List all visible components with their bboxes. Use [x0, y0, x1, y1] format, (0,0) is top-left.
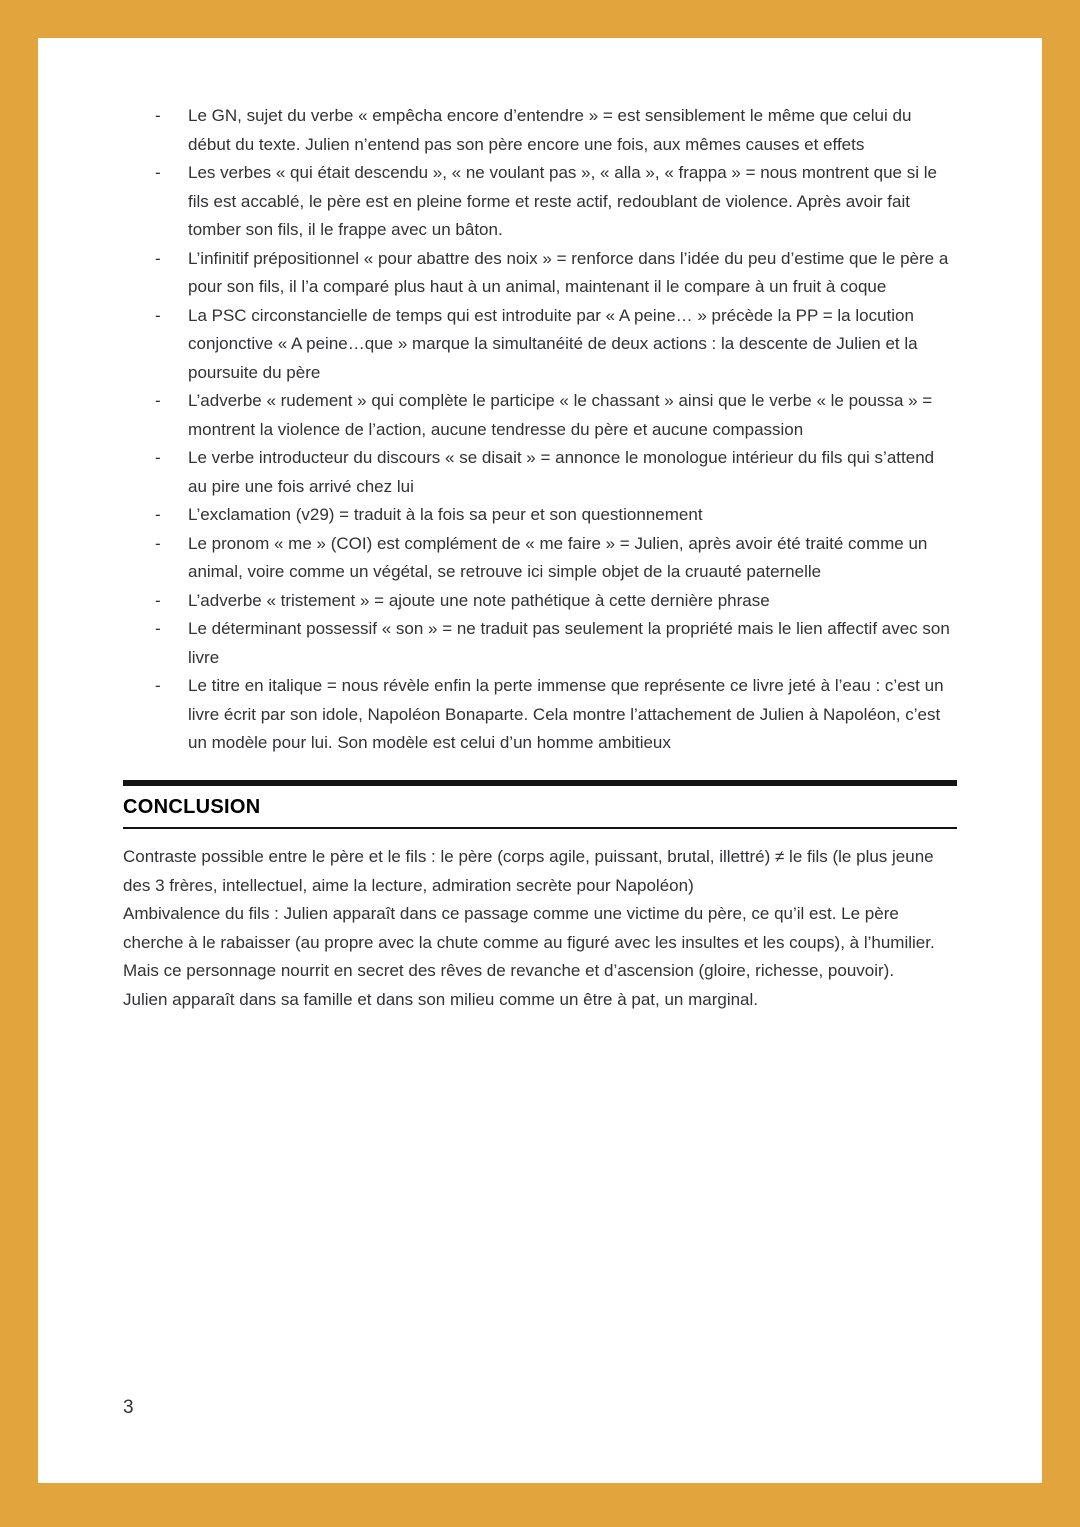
- list-item-text: Le GN, sujet du verbe « empêcha encore d’entendre » = est sensiblement le même que celui du début du texte. Julien n’entend pas son père encore une fois, aux mêmes causes et effets: [188, 106, 912, 154]
- list-item: [123, 672, 957, 758]
- dash-marker: -: [155, 163, 161, 182]
- list-item-text: L’adverbe « tristement » = ajoute une note pathétique à cette dernière phrase: [188, 590, 770, 610]
- list-item-text: L’infinitif prépositionnel « pour abattre des noix » = renforce dans l’idée du peu d’estime que le père a pour son fils, il l’a comparé plus haut à un animal, maintenant il le compare à un fruit à coque: [188, 248, 949, 296]
- conclusion-heading-rule: [123, 780, 957, 830]
- analysis-bullet-list: [123, 102, 957, 758]
- dash-marker: -: [155, 533, 161, 553]
- page-number: 3: [123, 1397, 134, 1418]
- dash-marker: -: [155, 505, 161, 524]
- dash-marker: -: [155, 248, 161, 268]
- dash-marker: -: [155, 305, 161, 325]
- conclusion-paragraph: Ambivalence du fils : Julien apparaît dans ce passage comme une victime du père, ce qu’il est. Le père cherche à le rabaisser (au propre avec la chute comme au figuré avec les insultes et les coups), à l’humilier. Mais ce personnage nourrit en secret des rêves de revanche et d’ascension (gloire, richesse, pouvoir).: [123, 904, 935, 980]
- dash-marker: -: [155, 391, 161, 410]
- list-item: [123, 444, 957, 501]
- list-item-text: La PSC circonstancielle de temps qui est introduite par « A peine… » précède la PP = la locution conjonctive « A peine…que » marque la simultanéité de deux actions : la descente de Julien et la poursuite du père: [188, 305, 918, 382]
- list-item-text: Le titre en italique = nous révèle enfin la perte immense que représente ce livre jeté à l’eau : c’est un livre écrit par son idole, Napoléon Bonaparte. Cela montre l’attachement de Julien à Napoléon, c’est un modèle pour lui. Son modèle est celui d’un homme ambitieux: [188, 676, 944, 752]
- list-item-text: Les verbes « qui était descendu », « ne voulant pas », « alla », « frappa » = nous montrent que si le fils est accablé, le père est en pleine forme et reste actif, redoublant de violence. Après avoir fait tomber son fils, il le frappe avec un bâton.: [188, 163, 937, 239]
- conclusion-paragraph: Julien apparaît dans sa famille et dans son milieu comme un être à pat, un marginal.: [123, 989, 759, 1009]
- page-content: [38, 38, 1042, 1014]
- list-item-text: Le pronom « me » (COI) est complément de « me faire » = Julien, après avoir été traité comme un animal, voire comme un végétal, se retrouve ici simple objet de la cruauté paternelle: [188, 533, 928, 581]
- dash-marker: -: [155, 619, 161, 638]
- list-item: [123, 530, 957, 587]
- list-item: [123, 245, 957, 302]
- list-item: [123, 302, 957, 388]
- dash-marker: -: [155, 106, 161, 125]
- list-item: [123, 615, 957, 672]
- list-item: [123, 102, 957, 159]
- conclusion-paragraph: Contraste possible entre le père et le fils : le père (corps agile, puissant, brutal, illettré) ≠ le fils (le plus jeune des 3 frères, intellectuel, aime la lecture, admiration secrète pour Napoléon): [123, 847, 934, 895]
- list-item-text: Le verbe introducteur du discours « se disait » = annonce le monologue intérieur du fils qui s’attend au pire une fois arrivé chez lui: [188, 448, 935, 496]
- dash-marker: -: [155, 448, 161, 467]
- conclusion-body: [123, 843, 957, 1014]
- list-item-text: L’exclamation (v29) = traduit à la fois sa peur et son questionnement: [188, 505, 703, 524]
- list-item: [123, 387, 957, 444]
- list-item: [123, 587, 957, 616]
- document-page: [38, 38, 1042, 1483]
- conclusion-heading: CONCLUSION: [123, 795, 261, 818]
- dash-marker: -: [155, 590, 161, 610]
- list-item-text: L’adverbe « rudement » qui complète le participe « le chassant » ainsi que le verbe « le poussa » = montrent la violence de l’action, aucune tendresse du père et aucune compassion: [188, 391, 933, 439]
- conclusion-section: [123, 780, 957, 1015]
- list-item-text: Le déterminant possessif « son » = ne traduit pas seulement la propriété mais le lien affectif avec son livre: [188, 619, 950, 667]
- list-item: [123, 159, 957, 245]
- list-item: [123, 501, 957, 530]
- dash-marker: -: [155, 676, 161, 695]
